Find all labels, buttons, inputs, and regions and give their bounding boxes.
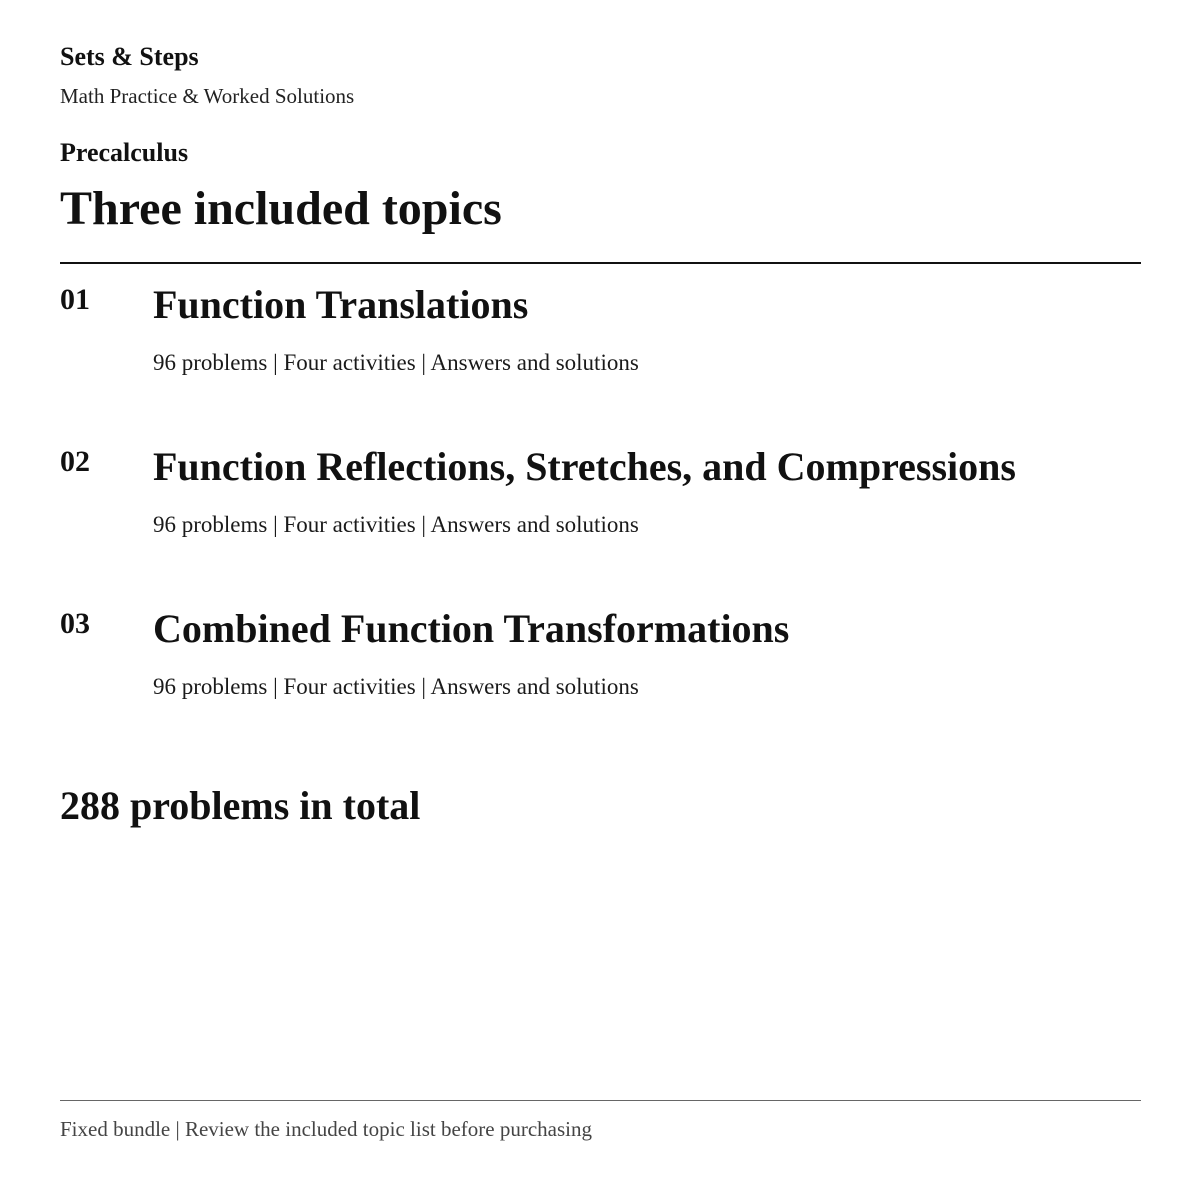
brand-header xyxy=(60,40,354,110)
topic-title: Combined Function Transformations xyxy=(153,606,790,651)
topic-list xyxy=(60,280,1141,766)
topic-item xyxy=(60,442,1141,604)
brand-name[interactable]: Sets & Steps xyxy=(60,42,199,71)
topic-meta: 96 problems | Four activities | Answers and solutions xyxy=(153,512,639,537)
footer-divider xyxy=(60,1100,1141,1101)
topic-number: 01 xyxy=(60,283,90,316)
topic-item xyxy=(60,280,1141,442)
topic-item xyxy=(60,604,1141,766)
topic-meta: 96 problems | Four activities | Answers and solutions xyxy=(153,674,639,699)
subject-label: Precalculus xyxy=(60,138,189,167)
total-problems: 288 problems in total xyxy=(60,783,421,828)
page-title: Three included topics xyxy=(60,182,502,235)
topic-title: Function Translations xyxy=(153,282,529,327)
topic-meta: 96 problems | Four activities | Answers and solutions xyxy=(153,350,639,375)
footer-note: Fixed bundle | Review the included topic list before purchasing xyxy=(60,1117,592,1141)
top-divider xyxy=(60,262,1141,264)
topic-number: 03 xyxy=(60,607,90,640)
brand-tagline: Math Practice & Worked Solutions xyxy=(60,84,355,108)
topic-title: Function Reflections, Stretches, and Compressions xyxy=(153,444,1016,489)
topic-number: 02 xyxy=(60,445,90,478)
